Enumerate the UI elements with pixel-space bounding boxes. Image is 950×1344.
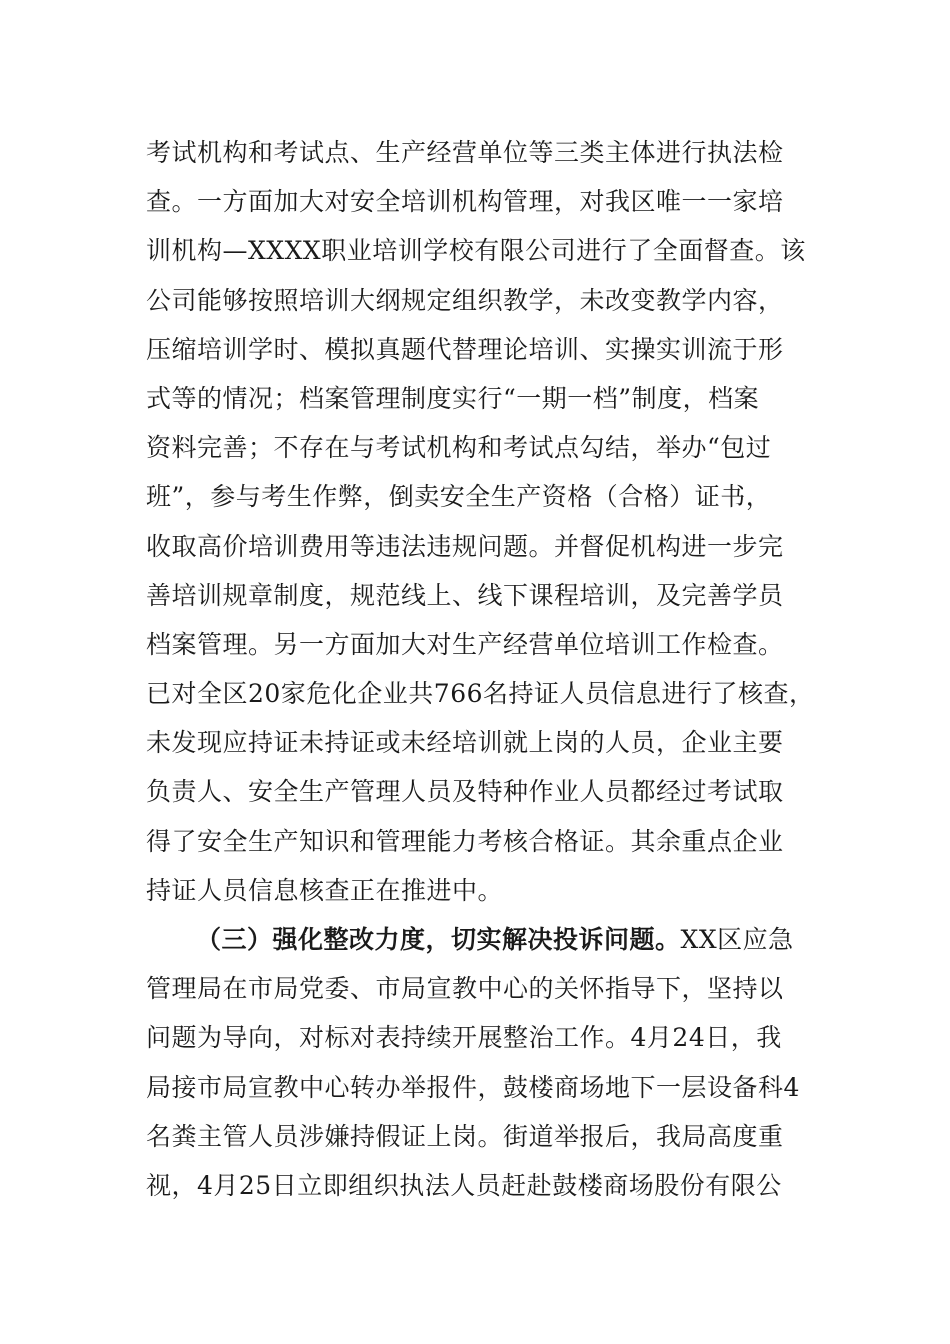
section-3-first-line (146, 915, 806, 964)
paragraph-line: 式等的情况；档案管理制度实行“一期一档”制度，档案 (146, 383, 760, 413)
paragraph-line: 局接市局宣教中心转办举报件，鼓楼商场地下一层设备科4 (146, 1072, 800, 1102)
section-3-heading: （三）强化整改力度，切实解决投诉问题。 (196, 925, 681, 954)
paragraph-line: 训机构—XXXX职业培训学校有限公司进行了全面督查。该 (146, 236, 806, 266)
paragraph-line: 资料完善；不存在与考试机构和考试点勾结，举办“包过 (146, 433, 772, 463)
paragraph-line: 压缩培训学时、模拟真题代替理论培训、实操实训流于形 (146, 334, 784, 364)
paragraph-line: 问题为导向，对标对表持续开展整治工作。4月24日，我 (146, 1023, 782, 1053)
paragraph-line: 查。一方面加大对安全培训机构管理，对我区唯一一家培 (146, 187, 784, 217)
paragraph-line: 未发现应持证未持证或未经培训就上岗的人员，企业主要 (146, 728, 784, 758)
paragraph-line: 视，4月25日立即组织执法人员赶赴鼓楼商场股份有限公 (146, 1170, 782, 1200)
paragraph-line: 名粪主管人员涉嫌持假证上岗。街道举报后，我局高度重 (146, 1121, 784, 1151)
paragraph-line: 善培训规章制度，规范线上、线下课程培训，及完善学员 (146, 580, 784, 610)
paragraph-line: 负责人、安全生产管理人员及特种作业人员都经过考试取 (146, 777, 784, 807)
section-3-first-line-text: XX区应急 (680, 925, 794, 954)
paragraph-line: 考试机构和考试点、生产经营单位等三类主体进行执法检 (146, 138, 784, 167)
paragraph-line: 得了安全生产知识和管理能力考核合格证。其余重点企业 (146, 826, 784, 856)
paragraph-line: 已对全区20家危化企业共766名持证人员信息进行了核查， (146, 679, 815, 709)
paragraph-line: 持证人员信息核查正在推进中。 (146, 875, 504, 905)
paragraph-line: 班”，参与考生作弊，倒卖安全生产资格（合格）证书， (146, 482, 772, 512)
paragraph-line: 收取高价培训费用等违法违规问题。并督促机构进一步完 (146, 531, 784, 561)
paragraph-line: 管理局在市局党委、市局宣教中心的关怀指导下，坚持以 (146, 974, 784, 1004)
paragraph-line: 档案管理。另一方面加大对生产经营单位培训工作检查。 (146, 629, 784, 659)
paragraph-line: 公司能够按照培训大纲规定组织教学，未改变教学内容， (146, 285, 784, 315)
document-body (146, 128, 815, 1210)
